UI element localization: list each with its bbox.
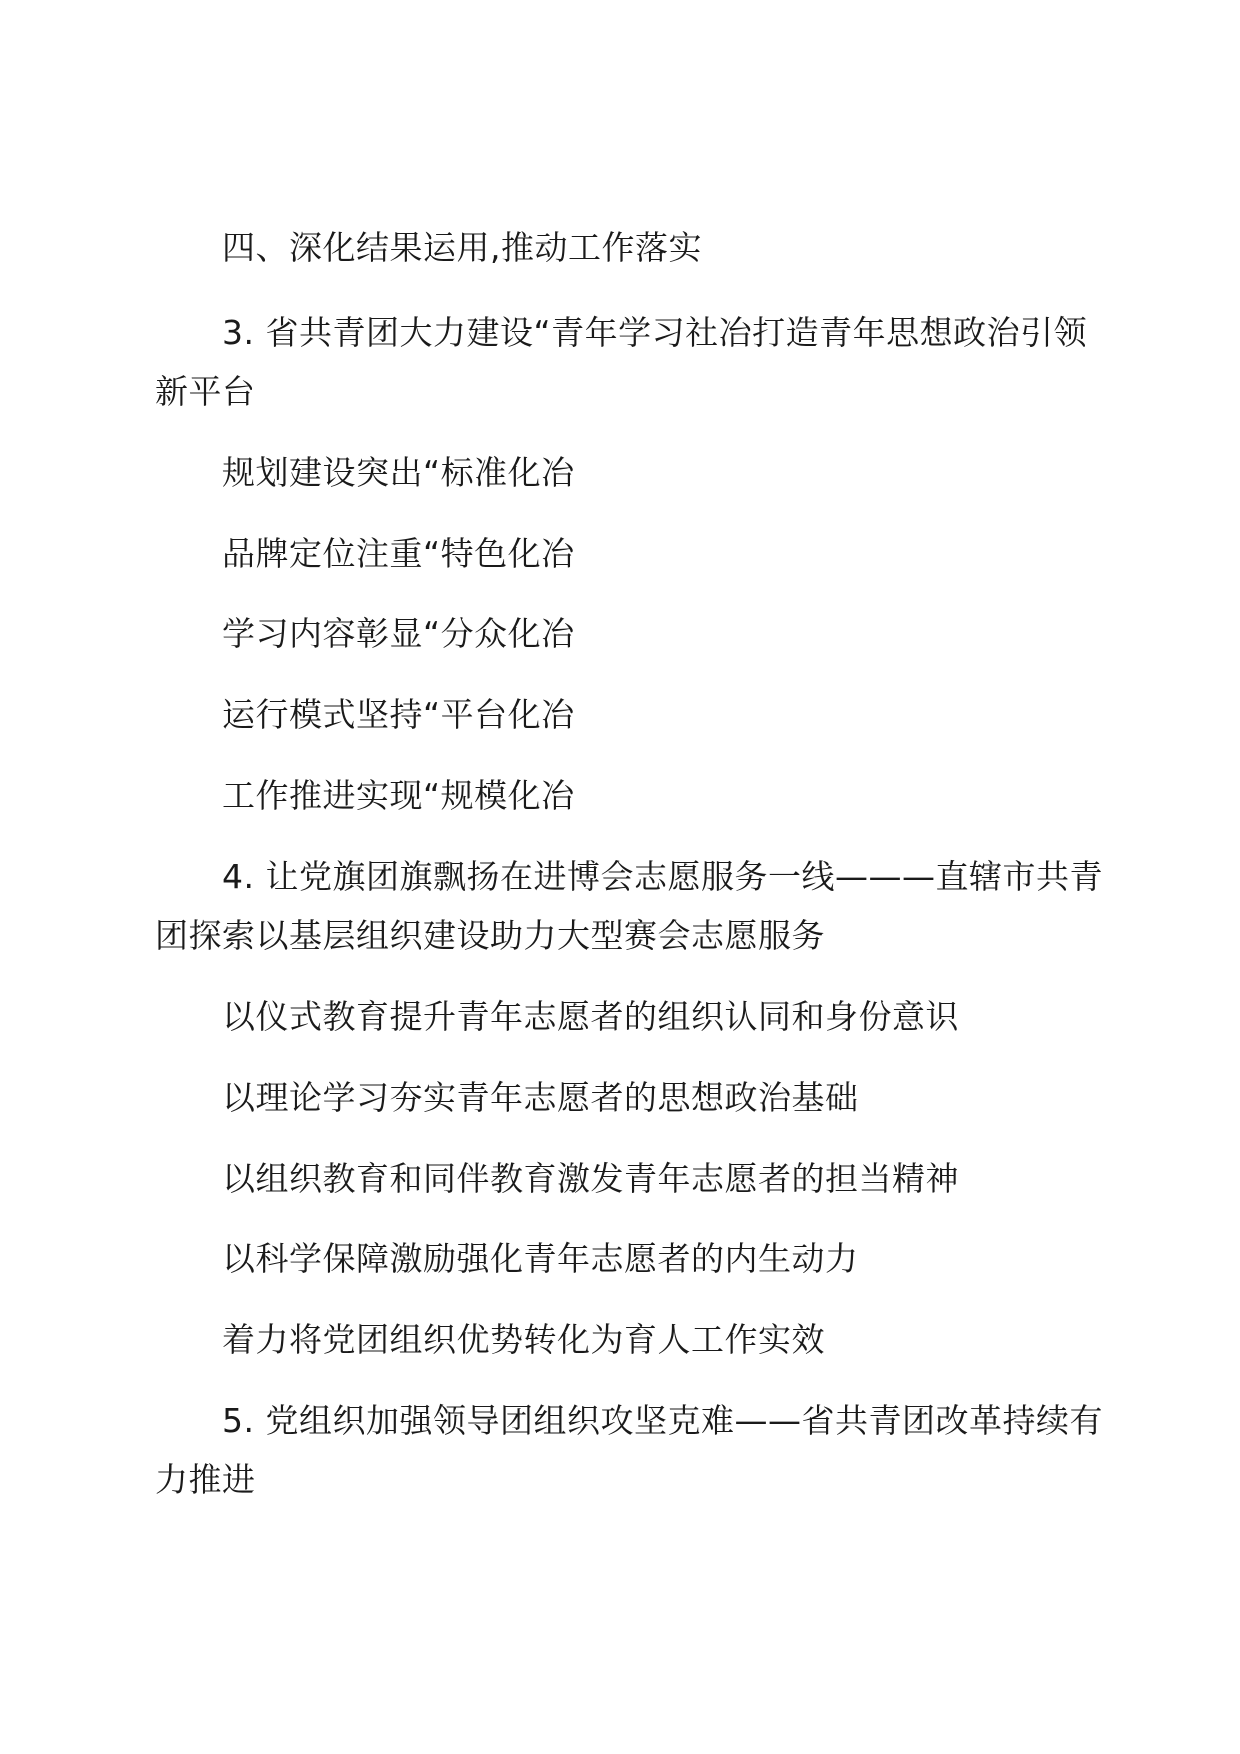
item-4-point: 着力将党团组织优势转化为育人工作实效 <box>222 1320 825 1359</box>
item-3-point: 学习内容彰显“分众化冶 <box>222 614 575 653</box>
item-3-title-line-2: 新平台 <box>155 372 256 411</box>
item-5-title-line-2: 力推进 <box>155 1460 256 1499</box>
item-4-point: 以仪式教育提升青年志愿者的组织认同和身份意识 <box>222 997 959 1036</box>
section-heading: 四、深化结果运用,推动工作落实 <box>222 228 702 267</box>
item-3-point: 品牌定位注重“特色化冶 <box>222 534 575 573</box>
item-4-point: 以科学保障激励强化青年志愿者的内生动力 <box>222 1239 859 1278</box>
item-3-point: 运行模式坚持“平台化冶 <box>222 695 575 734</box>
item-3-point: 规划建设突出“标准化冶 <box>222 453 575 492</box>
item-3-point: 工作推进实现“规模化冶 <box>222 776 575 815</box>
item-4-title-line-2: 团探索以基层组织建设助力大型赛会志愿服务 <box>155 916 825 955</box>
item-5-title-line-1: 5. 党组织加强领导团组织攻坚克难——省共青团改革持续有 <box>222 1401 1103 1440</box>
item-4-title-line-1: 4. 让党旗团旗飘扬在进博会志愿服务一线———直辖市共青 <box>222 857 1103 896</box>
item-4-point: 以理论学习夯实青年志愿者的思想政治基础 <box>222 1078 859 1117</box>
item-3-title-line-1: 3. 省共青团大力建设“青年学习社冶打造青年思想政治引领 <box>222 313 1088 352</box>
item-4-point: 以组织教育和同伴教育激发青年志愿者的担当精神 <box>222 1159 959 1198</box>
